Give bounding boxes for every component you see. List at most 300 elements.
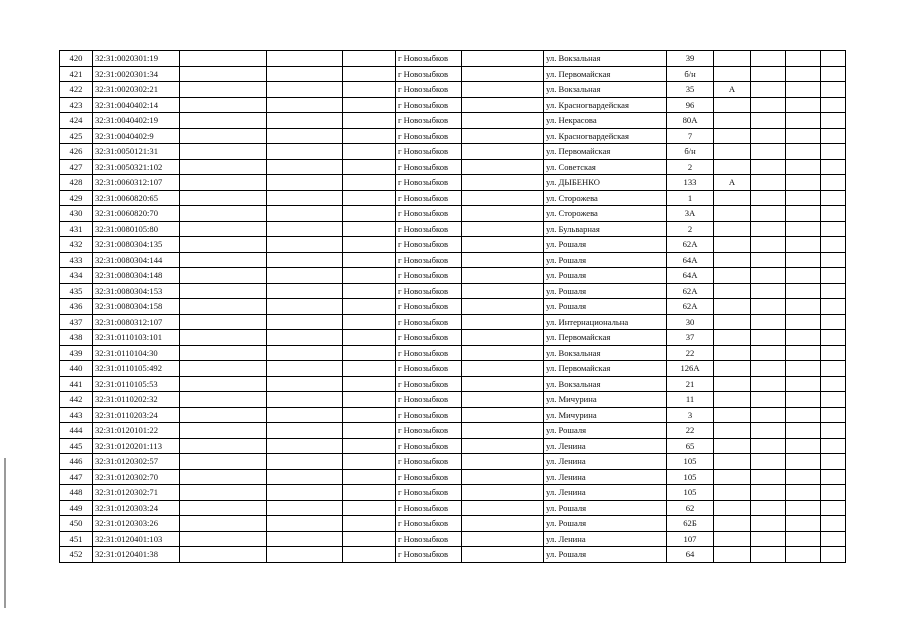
street-cell: ул. ДЫБЕНКО [544,175,667,191]
empty-cell [821,469,846,485]
table-row [60,268,846,284]
street-cell: ул. Первомайская [544,330,667,346]
empty-cell [180,392,267,408]
city-cell: г Новозыбков [396,438,462,454]
table-row [60,175,846,191]
house-number-cell: 126А [667,361,714,377]
empty-cell [821,97,846,113]
cadastral-number-cell: 32:31:0120302:71 [93,485,180,501]
empty-cell [821,221,846,237]
cadastral-number-cell: 32:31:0060312:107 [93,175,180,191]
empty-cell [267,454,343,470]
city-cell: г Новозыбков [396,175,462,191]
empty-cell [786,206,821,222]
empty-cell [751,159,786,175]
empty-cell [343,128,396,144]
empty-cell [180,547,267,563]
empty-cell [462,144,544,160]
table-row [60,407,846,423]
empty-cell [462,252,544,268]
empty-cell [786,268,821,284]
city-cell: г Новозыбков [396,330,462,346]
empty-cell [343,438,396,454]
row-number-cell: 433 [60,252,93,268]
cadastral-number-cell: 32:31:0110105:53 [93,376,180,392]
table-row [60,330,846,346]
house-number-cell: 22 [667,345,714,361]
house-number-cell: 7 [667,128,714,144]
table-row [60,283,846,299]
empty-cell [751,113,786,129]
empty-cell [343,221,396,237]
street-cell: ул. Красногвардейская [544,97,667,113]
city-cell: г Новозыбков [396,361,462,377]
building-letter-cell [714,51,751,67]
street-cell: ул. Первомайская [544,144,667,160]
row-number-cell: 432 [60,237,93,253]
empty-cell [462,469,544,485]
empty-cell [267,175,343,191]
empty-cell [462,547,544,563]
cadastral-number-cell: 32:31:0110202:32 [93,392,180,408]
empty-cell [180,469,267,485]
house-number-cell: 39 [667,51,714,67]
empty-cell [462,314,544,330]
empty-cell [267,299,343,315]
empty-cell [751,299,786,315]
empty-cell [267,547,343,563]
empty-cell [821,547,846,563]
empty-cell [786,500,821,516]
house-number-cell: 11 [667,392,714,408]
street-cell: ул. Вокзальная [544,345,667,361]
table-row [60,82,846,98]
row-number-cell: 420 [60,51,93,67]
city-cell: г Новозыбков [396,190,462,206]
empty-cell [821,175,846,191]
empty-cell [821,66,846,82]
empty-cell [786,438,821,454]
street-cell: ул. Ленина [544,438,667,454]
empty-cell [821,500,846,516]
empty-cell [267,268,343,284]
empty-cell [267,392,343,408]
empty-cell [267,66,343,82]
empty-cell [343,531,396,547]
empty-cell [821,516,846,532]
street-cell: ул. Рошаля [544,237,667,253]
row-number-cell: 445 [60,438,93,454]
empty-cell [786,128,821,144]
empty-cell [180,407,267,423]
row-number-cell: 434 [60,268,93,284]
building-letter-cell: А [714,175,751,191]
city-cell: г Новозыбков [396,252,462,268]
empty-cell [267,376,343,392]
empty-cell [751,454,786,470]
empty-cell [462,206,544,222]
empty-cell [462,97,544,113]
city-cell: г Новозыбков [396,531,462,547]
cadastral-number-cell: 32:31:0120401:103 [93,531,180,547]
city-cell: г Новозыбков [396,516,462,532]
empty-cell [180,516,267,532]
empty-cell [751,376,786,392]
table-row [60,128,846,144]
street-cell: ул. Рошаля [544,423,667,439]
empty-cell [180,438,267,454]
row-number-cell: 448 [60,485,93,501]
city-cell: г Новозыбков [396,376,462,392]
table-row [60,252,846,268]
row-number-cell: 441 [60,376,93,392]
empty-cell [180,252,267,268]
building-letter-cell [714,547,751,563]
empty-cell [267,82,343,98]
empty-cell [343,159,396,175]
city-cell: г Новозыбков [396,159,462,175]
row-number-cell: 451 [60,531,93,547]
street-cell: ул. Рошаля [544,500,667,516]
building-letter-cell [714,361,751,377]
row-number-cell: 439 [60,345,93,361]
table-row [60,500,846,516]
house-number-cell: 64 [667,547,714,563]
row-number-cell: 452 [60,547,93,563]
building-letter-cell [714,206,751,222]
table-row [60,454,846,470]
row-number-cell: 424 [60,113,93,129]
building-letter-cell [714,66,751,82]
row-number-cell: 431 [60,221,93,237]
empty-cell [343,469,396,485]
empty-cell [786,407,821,423]
building-letter-cell [714,190,751,206]
house-number-cell: 64А [667,252,714,268]
city-cell: г Новозыбков [396,469,462,485]
empty-cell [786,392,821,408]
empty-cell [786,221,821,237]
empty-cell [751,392,786,408]
empty-cell [462,268,544,284]
empty-cell [821,345,846,361]
city-cell: г Новозыбков [396,206,462,222]
empty-cell [751,345,786,361]
empty-cell [267,144,343,160]
empty-cell [821,392,846,408]
street-cell: ул. Сторожева [544,206,667,222]
empty-cell [267,159,343,175]
empty-cell [462,392,544,408]
empty-cell [462,299,544,315]
building-letter-cell [714,345,751,361]
building-letter-cell [714,283,751,299]
building-letter-cell [714,531,751,547]
empty-cell [343,407,396,423]
house-number-cell: 1 [667,190,714,206]
cadastral-number-cell: 32:31:0080105:80 [93,221,180,237]
street-cell: ул. Советская [544,159,667,175]
street-cell: ул. Ленина [544,531,667,547]
row-number-cell: 435 [60,283,93,299]
city-cell: г Новозыбков [396,314,462,330]
table-row [60,376,846,392]
empty-cell [786,97,821,113]
empty-cell [462,190,544,206]
empty-cell [462,237,544,253]
empty-cell [343,190,396,206]
city-cell: г Новозыбков [396,66,462,82]
empty-cell [267,128,343,144]
row-number-cell: 449 [60,500,93,516]
house-number-cell: 2 [667,159,714,175]
cadastral-number-cell: 32:31:0120302:70 [93,469,180,485]
empty-cell [751,221,786,237]
empty-cell [821,144,846,160]
house-number-cell: 105 [667,469,714,485]
cadastral-number-cell: 32:31:0120401:38 [93,547,180,563]
table-row [60,144,846,160]
cadastral-number-cell: 32:31:0080312:107 [93,314,180,330]
empty-cell [751,66,786,82]
cadastral-number-cell: 32:31:0050321:102 [93,159,180,175]
row-number-cell: 440 [60,361,93,377]
empty-cell [343,330,396,346]
empty-cell [821,376,846,392]
table-row [60,469,846,485]
empty-cell [821,113,846,129]
empty-cell [751,516,786,532]
scan-edge-mark [4,458,6,608]
street-cell: ул. Красногвардейская [544,128,667,144]
empty-cell [751,500,786,516]
city-cell: г Новозыбков [396,299,462,315]
empty-cell [343,454,396,470]
row-number-cell: 428 [60,175,93,191]
city-cell: г Новозыбков [396,97,462,113]
row-number-cell: 446 [60,454,93,470]
street-cell: ул. Бульварная [544,221,667,237]
empty-cell [786,314,821,330]
empty-cell [267,531,343,547]
empty-cell [343,51,396,67]
city-cell: г Новозыбков [396,345,462,361]
empty-cell [751,51,786,67]
house-number-cell: 105 [667,454,714,470]
empty-cell [180,345,267,361]
empty-cell [343,547,396,563]
empty-cell [821,190,846,206]
house-number-cell: 107 [667,531,714,547]
city-cell: г Новозыбков [396,82,462,98]
empty-cell [462,376,544,392]
empty-cell [180,500,267,516]
empty-cell [343,268,396,284]
empty-cell [821,82,846,98]
empty-cell [786,159,821,175]
empty-cell [786,376,821,392]
empty-cell [180,330,267,346]
empty-cell [786,113,821,129]
empty-cell [267,283,343,299]
empty-cell [343,66,396,82]
street-cell: ул. Рошаля [544,299,667,315]
building-letter-cell [714,97,751,113]
table-row [60,237,846,253]
empty-cell [267,314,343,330]
empty-cell [267,438,343,454]
empty-cell [462,485,544,501]
house-number-cell: б/н [667,144,714,160]
empty-cell [180,423,267,439]
empty-cell [267,190,343,206]
empty-cell [343,175,396,191]
cadastral-number-cell: 32:31:0040402:19 [93,113,180,129]
empty-cell [267,51,343,67]
empty-cell [821,268,846,284]
empty-cell [786,469,821,485]
table-row [60,314,846,330]
city-cell: г Новозыбков [396,500,462,516]
building-letter-cell [714,500,751,516]
cadastral-number-cell: 32:31:0050121:31 [93,144,180,160]
building-letter-cell [714,376,751,392]
empty-cell [267,113,343,129]
building-letter-cell [714,392,751,408]
house-number-cell: 62Б [667,516,714,532]
building-letter-cell [714,237,751,253]
cadastral-number-cell: 32:31:0040402:14 [93,97,180,113]
street-cell: ул. Ленина [544,469,667,485]
street-cell: ул. Ленина [544,485,667,501]
table-row [60,51,846,67]
row-number-cell: 430 [60,206,93,222]
empty-cell [267,206,343,222]
empty-cell [751,469,786,485]
house-number-cell: 64А [667,268,714,284]
row-number-cell: 442 [60,392,93,408]
table-row [60,97,846,113]
empty-cell [180,485,267,501]
empty-cell [267,237,343,253]
empty-cell [786,345,821,361]
house-number-cell: 65 [667,438,714,454]
city-cell: г Новозыбков [396,237,462,253]
cadastral-number-cell: 32:31:0120303:24 [93,500,180,516]
cadastral-number-cell: 32:31:0120302:57 [93,454,180,470]
empty-cell [343,345,396,361]
empty-cell [751,190,786,206]
empty-cell [462,361,544,377]
empty-cell [462,454,544,470]
empty-cell [786,144,821,160]
table-row [60,66,846,82]
building-letter-cell [714,423,751,439]
empty-cell [751,144,786,160]
house-number-cell: 30 [667,314,714,330]
row-number-cell: 422 [60,82,93,98]
table-row [60,531,846,547]
empty-cell [751,97,786,113]
house-number-cell: 96 [667,97,714,113]
empty-cell [462,221,544,237]
row-number-cell: 437 [60,314,93,330]
house-number-cell: б/н [667,66,714,82]
empty-cell [751,237,786,253]
table-row [60,547,846,563]
empty-cell [462,423,544,439]
street-cell: ул. Первомайская [544,66,667,82]
empty-cell [462,438,544,454]
building-letter-cell [714,268,751,284]
row-number-cell: 421 [60,66,93,82]
empty-cell [751,407,786,423]
empty-cell [786,485,821,501]
empty-cell [462,330,544,346]
empty-cell [786,423,821,439]
house-number-cell: 21 [667,376,714,392]
building-letter-cell [714,299,751,315]
empty-cell [751,314,786,330]
cadastral-number-cell: 32:31:0020301:34 [93,66,180,82]
empty-cell [462,283,544,299]
building-letter-cell [714,159,751,175]
empty-cell [343,82,396,98]
empty-cell [267,252,343,268]
empty-cell [751,206,786,222]
empty-cell [751,361,786,377]
empty-cell [343,516,396,532]
empty-cell [751,423,786,439]
empty-cell [343,423,396,439]
empty-cell [343,392,396,408]
empty-cell [343,376,396,392]
house-number-cell: 22 [667,423,714,439]
table-row [60,221,846,237]
row-number-cell: 443 [60,407,93,423]
cadastral-number-cell: 32:31:0020301:19 [93,51,180,67]
row-number-cell: 436 [60,299,93,315]
table-row [60,392,846,408]
empty-cell [751,485,786,501]
building-letter-cell [714,113,751,129]
empty-cell [462,175,544,191]
empty-cell [267,500,343,516]
cadastral-number-cell: 32:31:0020302:21 [93,82,180,98]
empty-cell [180,97,267,113]
house-number-cell: 3 [667,407,714,423]
empty-cell [751,531,786,547]
street-cell: ул. Ленина [544,454,667,470]
empty-cell [821,159,846,175]
empty-cell [267,423,343,439]
city-cell: г Новозыбков [396,283,462,299]
building-letter-cell [714,485,751,501]
empty-cell [786,190,821,206]
empty-cell [180,268,267,284]
building-letter-cell [714,128,751,144]
street-cell: ул. Интернациональна [544,314,667,330]
cadastral-number-cell: 32:31:0080304:153 [93,283,180,299]
empty-cell [462,407,544,423]
empty-cell [180,531,267,547]
street-cell: ул. Сторожева [544,190,667,206]
empty-cell [180,283,267,299]
street-cell: ул. Рошаля [544,516,667,532]
empty-cell [786,283,821,299]
empty-cell [821,485,846,501]
row-number-cell: 444 [60,423,93,439]
